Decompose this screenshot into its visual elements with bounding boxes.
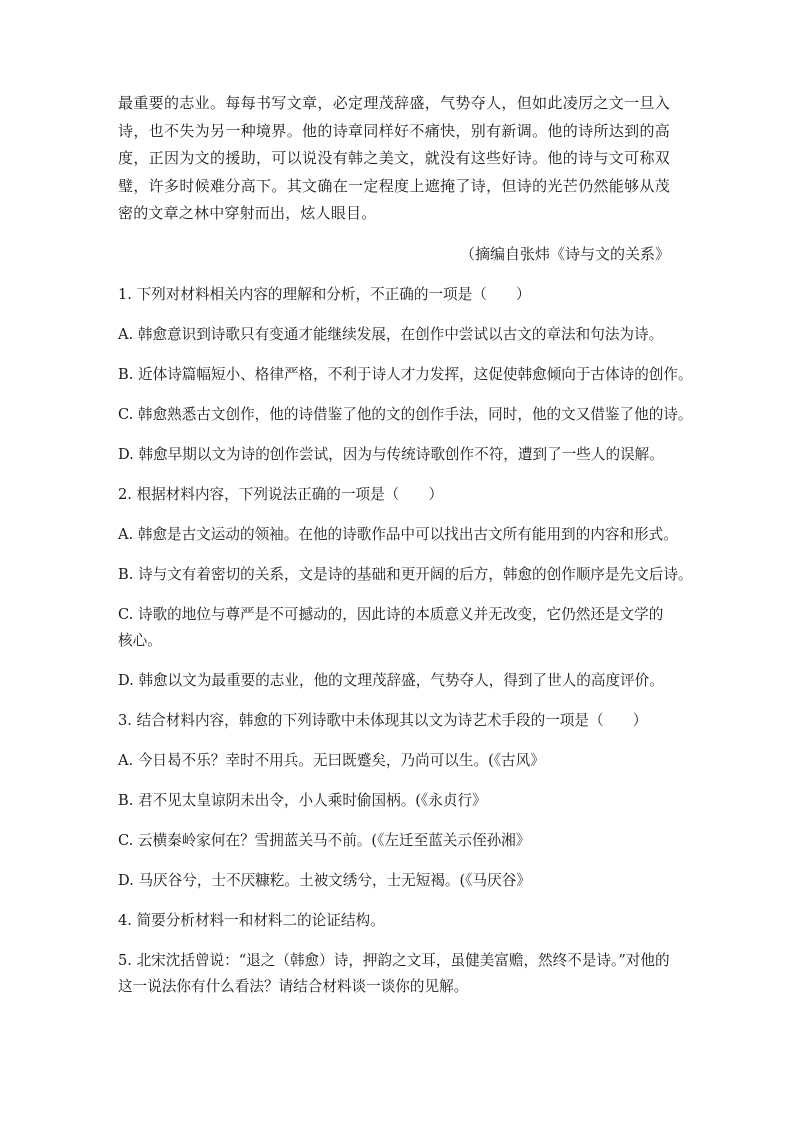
question-2-option-a: A. 韩愈是古文运动的领袖。在他的诗歌作品中可以找出古文所有能用到的内容和形式。 [118, 525, 678, 543]
question-1-option-a: A. 韩愈意识到诗歌只有变通才能继续发展，在创作中尝试以古文的章法和句法为诗。 [118, 325, 664, 343]
question-3-stem: 3. 结合材料内容，韩愈的下列诗歌中未体现其以文为诗艺术手段的一项是（ ） [118, 711, 648, 729]
question-1-option-d: D. 韩愈早期以文为诗的创作尝试，因为与传统诗歌创作不符，遭到了一些人的误解。 [118, 445, 664, 463]
question-2-option-d: D. 韩愈以文为最重要的志业，他的文理茂辞盛，气势夺人，得到了世人的高度评价。 [118, 671, 664, 689]
question-4-stem: 4. 简要分析材料一和材料二的论证结构。 [118, 911, 385, 929]
document-content [118, 90, 693, 1000]
question-1-stem: 1. 下列对材料相关内容的理解和分析，不正确的一项是（ ） [118, 285, 531, 303]
question-3 [118, 708, 670, 894]
question-3-option-b: B. 君不见太皇谅阴未出令，小人乘时偷国柄。(《永贞行》 [118, 791, 487, 809]
question-3-option-a: A. 今日曷不乐？幸时不用兵。无曰既蹙矣，乃尚可以生。(《古风》 [118, 751, 545, 769]
question-2-stem: 2. 根据材料内容，下列说法正确的一项是（ ） [118, 485, 444, 503]
question-2 [118, 482, 693, 694]
question-2-option-b: B. 诗与文有着密切的关系，文是诗的基础和更开阔的后方，韩愈的创作顺序是先文后诗。 [118, 565, 693, 583]
passage-paragraph: 最重要的志业。每每书写文章，必定理茂辞盛，气势夺人，但如此凌厉之文一旦入诗，也不失为另一种境界。他的诗章同样好不痛快，别有新调。他的诗所达到的高度，正因为文的援助，可以说没有韩之美文，就没有这些好诗。他的诗与文可称双璧，许多时候难分高下。其文确在一定程度上遮掩了诗，但诗的光芒仍然能够从茂密的文章之林中穿射而出，炫人眼目。 [118, 94, 670, 223]
question-5-stem: 5. 北宋沈括曾说：“退之（韩愈）诗，押韵之文耳，虽健美富赡，然终不是诗。”对他的这一说法你有什么看法？请结合材料谈一谈你的见解。 [118, 951, 670, 995]
question-1-option-c: C. 韩愈熟悉古文创作，他的诗借鉴了他的文的创作手法，同时，他的文又借鉴了他的诗。 [118, 405, 693, 423]
passage-source: （摘编自张炜《诗与文的关系》 [459, 244, 670, 263]
question-3-option-d: D. 马厌谷兮，士不厌糠籺。土被文绣兮，士无短褐。(《马厌谷》 [118, 871, 531, 889]
question-1 [118, 282, 693, 468]
question-2-option-c: C. 诗歌的地位与尊严是不可撼动的，因此诗的本质意义并无改变，它仍然还是文学的核心。 [118, 605, 664, 649]
question-4 [118, 908, 670, 934]
question-3-option-c: C. 云横秦岭家何在？雪拥蓝关马不前。(《左迁至蓝关示侄孙湘》 [118, 831, 531, 849]
question-5 [118, 948, 670, 1000]
question-1-option-b: B. 近体诗篇幅短小、格律严格，不利于诗人才力发挥，这促使韩愈倾向于古体诗的创作。 [118, 365, 693, 383]
